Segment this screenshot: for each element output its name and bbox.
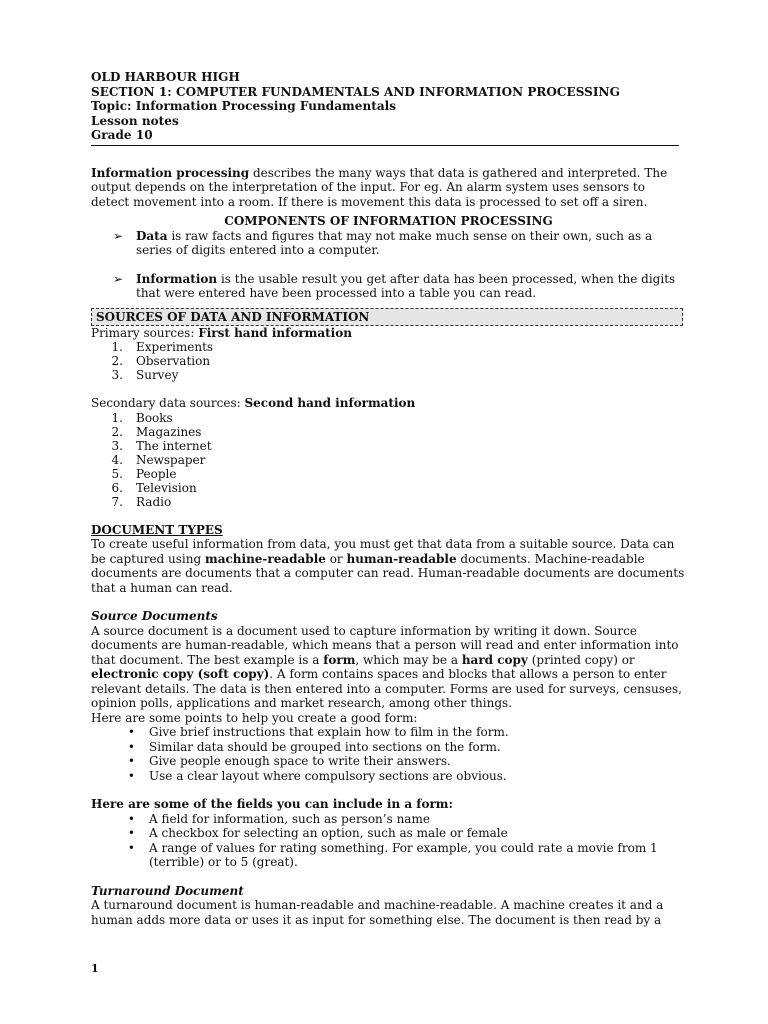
list-item: • Use a clear layout where compulsory sections are obvious.: [127, 768, 507, 783]
component-term: Data: [136, 228, 168, 243]
grade-line: Grade 10: [91, 128, 153, 142]
section-title: SECTION 1: COMPUTER FUNDAMENTALS AND INFORMATION PROCESSING: [91, 84, 620, 99]
list-item: 3. The internet: [111, 438, 212, 453]
list-item: • A range of values for rating something. For example, you could rate a movie from 1 (terrible) or to 5 (great).: [127, 840, 658, 869]
form-tips-list: [91, 725, 686, 783]
list-item: 1. Experiments: [111, 340, 214, 354]
document-header: [91, 70, 686, 143]
form-tips-intro: Here are some points to help you create a good form:: [91, 710, 418, 725]
source-documents-heading: Source Documents: [91, 609, 218, 623]
list-item: • Give brief instructions that explain how to film in the form.: [127, 725, 509, 739]
document-types-paragraph: To create useful information from data, you must get that data from a suitable source. Data can be captured using machine-readable or human-readable documents. Machine-readable documents are documents that a computer can read. Human-readable documents are documents that a human can read.: [91, 537, 685, 595]
component-term: Information: [136, 271, 218, 286]
secondary-sources-list: [91, 411, 686, 509]
list-item: 5. People: [111, 466, 177, 481]
turnaround-paragraph: A turnaround document is human-readable and machine-readable. A machine creates it and a human adds more data or uses it as input for something else. The document is then read by a: [91, 898, 664, 927]
components-heading: COMPONENTS OF INFORMATION PROCESSING: [224, 214, 553, 228]
list-item: 4. Newspaper: [111, 452, 206, 467]
list-item: • A field for information, such as person’s name: [127, 811, 430, 826]
arrow-bullet-icon: ➢: [113, 228, 124, 243]
component-text: is the usable result you get after data has been processed, when the digits that were entered have been processed into a table you can read.: [136, 271, 676, 300]
primary-sources-line: Primary sources: First hand information: [91, 325, 352, 340]
form-fields-heading: Here are some of the fields you can include in a form:: [91, 797, 453, 811]
intro-paragraph: [91, 166, 686, 210]
form-fields-list: [91, 812, 686, 870]
component-item: [91, 272, 686, 301]
component-item: [91, 229, 686, 258]
list-item: 6. Television: [111, 480, 197, 495]
component-text: is raw facts and figures that may not make much sense on their own, such as a series of digits entered into a computer.: [136, 228, 653, 257]
source-documents-paragraph: A source document is a document used to capture information by writing it down. Source documents are human-readable, which means that a person will read and enter information into that document. The best example is a form, which may be a hard copy (printed copy) or electronic copy (soft copy). A form contains spaces and blocks that allows a person to enter relevant details. The data is then entered into a computer. Forms are used for surveys, censuses, opinion polls, applications and market research, among other things.: [91, 623, 682, 710]
list-item: • Similar data should be grouped into sections on the form.: [127, 739, 501, 754]
list-item: • A checkbox for selecting an option, such as male or female: [127, 826, 508, 840]
secondary-sources-line: Secondary data sources: Second hand information: [91, 396, 416, 410]
arrow-bullet-icon: ➢: [113, 271, 124, 286]
primary-sources-list: [91, 340, 686, 382]
intro-text: describes the many ways that data is gathered and interpreted. The output depends on the interpretation of the input. For eg. An alarm system uses sensors to detect movement into a room. If there is movement this data is processed to set off a siren.: [91, 165, 668, 209]
list-item: 2. Observation: [111, 354, 211, 368]
page-number: 1: [91, 962, 99, 975]
intro-term: Information processing: [91, 165, 250, 180]
list-item: 7. Radio: [111, 494, 172, 509]
topic-line: Topic: Information Processing Fundamentals: [91, 99, 397, 113]
list-item: • Give people enough space to write their answers.: [127, 754, 451, 768]
list-item: 1. Books: [111, 410, 173, 425]
turnaround-heading: Turnaround Document: [91, 883, 244, 898]
school-name: OLD HARBOUR HIGH: [91, 70, 240, 84]
page-content: [91, 70, 686, 927]
sources-heading: SOURCES OF DATA AND INFORMATION: [91, 308, 683, 326]
document-types-heading: DOCUMENT TYPES: [91, 522, 223, 537]
list-item: 2. Magazines: [111, 424, 202, 439]
list-item: 3. Survey: [111, 368, 179, 382]
doc-type-line: Lesson notes: [91, 113, 179, 128]
